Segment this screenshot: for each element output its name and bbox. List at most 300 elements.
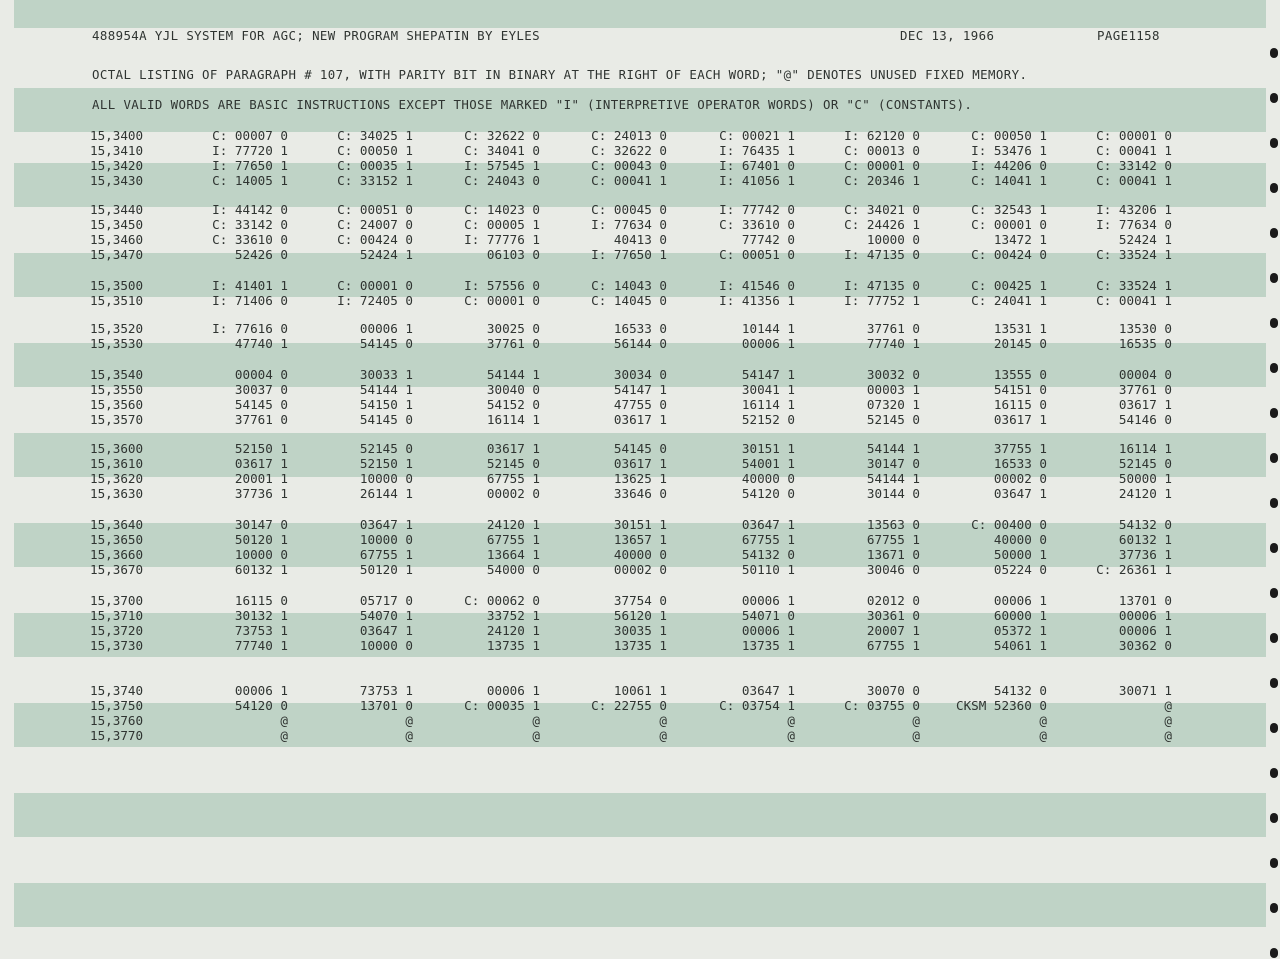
octal-word: 24120 1 — [1118, 486, 1172, 501]
octal-word: I: 72405 0 — [337, 293, 413, 308]
octal-word: 52145 0 — [359, 441, 413, 456]
octal-word: @ — [1039, 728, 1047, 743]
octal-word: C: 00007 0 — [212, 128, 288, 143]
octal-word: 30362 0 — [1118, 638, 1172, 653]
octal-word: I: 41401 1 — [212, 278, 288, 293]
octal-word: 16114 1 — [741, 397, 795, 412]
octal-word: I: 41546 0 — [719, 278, 795, 293]
row-address: 15,3670 — [90, 562, 144, 577]
octal-word: 13625 1 — [613, 471, 667, 486]
row-address: 15,3530 — [90, 336, 144, 351]
row-address: 15,3700 — [90, 593, 144, 608]
row-address: 15,3620 — [90, 471, 144, 486]
octal-word: C: 32622 0 — [464, 128, 540, 143]
octal-word: C: 00001 0 — [844, 158, 920, 173]
octal-word: 30034 0 — [613, 367, 667, 382]
octal-word: 30033 1 — [359, 367, 413, 382]
octal-word: 16114 1 — [1118, 441, 1172, 456]
octal-word: C: 32622 0 — [591, 143, 667, 158]
octal-word: 05224 0 — [993, 562, 1047, 577]
row-address: 15,3610 — [90, 456, 144, 471]
greenbar-band — [14, 793, 1266, 837]
octal-word: C: 00041 1 — [591, 173, 667, 188]
octal-word: @ — [532, 713, 540, 728]
row-address: 15,3600 — [90, 441, 144, 456]
octal-word: @ — [787, 713, 795, 728]
octal-word: @ — [1164, 713, 1172, 728]
row-address: 15,3650 — [90, 532, 144, 547]
octal-word: 13657 1 — [613, 532, 667, 547]
octal-word: 37736 1 — [1118, 547, 1172, 562]
octal-word: 00006 1 — [741, 593, 795, 608]
octal-word: 10061 1 — [613, 683, 667, 698]
octal-word: 77740 1 — [234, 638, 288, 653]
greenbar-band — [14, 883, 1266, 927]
feed-hole — [1270, 678, 1278, 688]
octal-word: 50000 1 — [1118, 471, 1172, 486]
octal-word: 13701 0 — [359, 698, 413, 713]
octal-word: I: 77720 1 — [212, 143, 288, 158]
octal-word: C: 00051 0 — [337, 202, 413, 217]
octal-word: I: 77742 0 — [719, 202, 795, 217]
octal-word: C: 14005 1 — [212, 173, 288, 188]
feed-hole — [1270, 948, 1278, 958]
octal-word: 00002 0 — [613, 562, 667, 577]
note-line-2: ALL VALID WORDS ARE BASIC INSTRUCTIONS EXCEPT THOSE MARKED "I" (INTERPRETIVE OPERATOR WORDS) OR "C" (CONSTANTS). — [92, 97, 973, 112]
octal-word: 00006 1 — [359, 321, 413, 336]
octal-word: 03647 1 — [741, 683, 795, 698]
octal-word: 37761 0 — [866, 321, 920, 336]
octal-word: I: 57545 1 — [464, 158, 540, 173]
octal-word: 13563 0 — [866, 517, 920, 532]
row-address: 15,3550 — [90, 382, 144, 397]
octal-word: C: 00062 0 — [464, 593, 540, 608]
octal-word: C: 00050 1 — [337, 143, 413, 158]
octal-word: C: 00001 0 — [1096, 128, 1172, 143]
octal-word: 03647 1 — [359, 517, 413, 532]
row-address: 15,3760 — [90, 713, 144, 728]
octal-word: 54001 1 — [741, 456, 795, 471]
octal-word: 13735 1 — [486, 638, 540, 653]
octal-word: 13664 1 — [486, 547, 540, 562]
octal-word: 67755 1 — [486, 471, 540, 486]
octal-word: 10000 0 — [359, 638, 413, 653]
octal-word: 03617 1 — [1118, 397, 1172, 412]
octal-word: 54000 0 — [486, 562, 540, 577]
row-address: 15,3450 — [90, 217, 144, 232]
octal-word: C: 00041 1 — [1096, 173, 1172, 188]
octal-word: 54144 1 — [866, 441, 920, 456]
octal-word: I: 41356 1 — [719, 293, 795, 308]
octal-word: 50120 1 — [234, 532, 288, 547]
octal-word: 30025 0 — [486, 321, 540, 336]
octal-word: 13530 0 — [1118, 321, 1172, 336]
feed-hole — [1270, 768, 1278, 778]
octal-word: 07320 1 — [866, 397, 920, 412]
octal-word: @ — [1164, 728, 1172, 743]
octal-word: 05717 0 — [359, 593, 413, 608]
greenbar-band — [14, 0, 1266, 28]
octal-word: 16533 0 — [993, 456, 1047, 471]
octal-word: 05372 1 — [993, 623, 1047, 638]
octal-word: 54120 0 — [234, 698, 288, 713]
octal-word: 54150 1 — [359, 397, 413, 412]
feed-hole — [1270, 228, 1278, 238]
octal-word: 54132 0 — [1118, 517, 1172, 532]
feed-hole — [1270, 498, 1278, 508]
octal-word: 37755 1 — [993, 441, 1047, 456]
octal-word: 54071 0 — [741, 608, 795, 623]
octal-word: @ — [1039, 713, 1047, 728]
octal-word: C: 00050 1 — [971, 128, 1047, 143]
octal-word: C: 00051 0 — [719, 247, 795, 262]
octal-word: I: 67401 0 — [719, 158, 795, 173]
octal-word: 60000 1 — [993, 608, 1047, 623]
octal-word: C: 34021 0 — [844, 202, 920, 217]
octal-word: C: 33152 1 — [337, 173, 413, 188]
job-header: 488954A YJL SYSTEM FOR AGC; NEW PROGRAM SHEPATIN BY EYLES — [92, 28, 541, 43]
octal-word: 52424 1 — [1118, 232, 1172, 247]
octal-word: 16535 0 — [1118, 336, 1172, 351]
octal-word: 13735 1 — [613, 638, 667, 653]
octal-word: 37754 0 — [613, 593, 667, 608]
octal-word: 73753 1 — [234, 623, 288, 638]
row-address: 15,3540 — [90, 367, 144, 382]
octal-word: C: 00424 0 — [971, 247, 1047, 262]
row-address: 15,3420 — [90, 158, 144, 173]
octal-word: 10000 0 — [359, 471, 413, 486]
feed-hole — [1270, 138, 1278, 148]
octal-word: C: 03754 1 — [719, 698, 795, 713]
row-address: 15,3710 — [90, 608, 144, 623]
octal-word: C: 32543 1 — [971, 202, 1047, 217]
feed-hole — [1270, 183, 1278, 193]
feed-hole — [1270, 363, 1278, 373]
row-address: 15,3750 — [90, 698, 144, 713]
octal-word: 13735 1 — [741, 638, 795, 653]
octal-word: C: 00043 0 — [591, 158, 667, 173]
octal-word: 54144 1 — [486, 367, 540, 382]
feed-hole — [1270, 903, 1278, 913]
feed-hole — [1270, 858, 1278, 868]
octal-word: 54146 0 — [1118, 412, 1172, 427]
octal-word: C: 00400 0 — [971, 517, 1047, 532]
octal-word: 52150 1 — [234, 441, 288, 456]
feed-hole — [1270, 453, 1278, 463]
octal-word: 30361 0 — [866, 608, 920, 623]
octal-word: I: 43206 1 — [1096, 202, 1172, 217]
octal-word: 54144 1 — [359, 382, 413, 397]
octal-word: 37761 0 — [486, 336, 540, 351]
octal-word: 00004 0 — [234, 367, 288, 382]
octal-word: C: 00001 0 — [971, 217, 1047, 232]
octal-word: C: 00035 1 — [464, 698, 540, 713]
octal-word: 54145 0 — [234, 397, 288, 412]
octal-word: 20007 1 — [866, 623, 920, 638]
octal-word: 67755 1 — [486, 532, 540, 547]
octal-word: 54070 1 — [359, 608, 413, 623]
feed-hole — [1270, 408, 1278, 418]
octal-word: C: 20346 1 — [844, 173, 920, 188]
feed-hole — [1270, 543, 1278, 553]
octal-word: 10000 0 — [359, 532, 413, 547]
octal-word: C: 33142 0 — [212, 217, 288, 232]
octal-word: C: 22755 0 — [591, 698, 667, 713]
octal-word: C: 24043 0 — [464, 173, 540, 188]
octal-word: 00006 1 — [234, 683, 288, 698]
octal-word: 54132 0 — [993, 683, 1047, 698]
octal-word: C: 24013 0 — [591, 128, 667, 143]
octal-word: 00004 0 — [1118, 367, 1172, 382]
octal-word: 54120 0 — [741, 486, 795, 501]
octal-word: 47755 0 — [613, 397, 667, 412]
octal-word: I: 57556 0 — [464, 278, 540, 293]
octal-word: 13555 0 — [993, 367, 1047, 382]
octal-word: 54145 0 — [359, 412, 413, 427]
octal-word: I: 77634 0 — [1096, 217, 1172, 232]
octal-word: C: 00001 0 — [337, 278, 413, 293]
octal-word: 52150 1 — [359, 456, 413, 471]
octal-word: 03617 1 — [993, 412, 1047, 427]
octal-word: 37761 0 — [234, 412, 288, 427]
octal-word: C: 14023 0 — [464, 202, 540, 217]
row-address: 15,3660 — [90, 547, 144, 562]
octal-word: C: 24426 1 — [844, 217, 920, 232]
row-address: 15,3440 — [90, 202, 144, 217]
octal-word: 56144 0 — [613, 336, 667, 351]
feed-hole — [1270, 318, 1278, 328]
octal-word: 30035 1 — [613, 623, 667, 638]
octal-word: 54147 1 — [741, 367, 795, 382]
octal-word: CKSM 52360 0 — [956, 698, 1047, 713]
octal-word: 30147 0 — [866, 456, 920, 471]
octal-word: 13531 1 — [993, 321, 1047, 336]
octal-word: C: 00021 1 — [719, 128, 795, 143]
listing-date: DEC 13, 1966 — [900, 28, 995, 43]
octal-word: 10144 1 — [741, 321, 795, 336]
octal-word: 03647 1 — [993, 486, 1047, 501]
octal-word: 52152 0 — [741, 412, 795, 427]
feed-hole — [1270, 48, 1278, 58]
octal-word: C: 33524 1 — [1096, 278, 1172, 293]
octal-word: 30151 1 — [613, 517, 667, 532]
octal-word: 60132 1 — [234, 562, 288, 577]
octal-word: I: 71406 0 — [212, 293, 288, 308]
octal-word: 00003 1 — [866, 382, 920, 397]
octal-word: I: 44142 0 — [212, 202, 288, 217]
octal-word: 54147 1 — [613, 382, 667, 397]
row-address: 15,3400 — [90, 128, 144, 143]
octal-word: 60132 1 — [1118, 532, 1172, 547]
octal-word: 77742 0 — [741, 232, 795, 247]
octal-word: I: 77616 0 — [212, 321, 288, 336]
octal-word: 54151 0 — [993, 382, 1047, 397]
octal-word: 24120 1 — [486, 623, 540, 638]
octal-word: I: 77752 1 — [844, 293, 920, 308]
octal-word: C: 00013 0 — [844, 143, 920, 158]
octal-word: 00006 1 — [741, 336, 795, 351]
octal-word: @ — [912, 728, 920, 743]
octal-word: 00002 0 — [993, 471, 1047, 486]
row-address: 15,3470 — [90, 247, 144, 262]
octal-word: 52145 0 — [866, 412, 920, 427]
octal-word: C: 33610 0 — [212, 232, 288, 247]
octal-word: 67755 1 — [866, 532, 920, 547]
octal-word: I: 77776 1 — [464, 232, 540, 247]
octal-word: C: 00005 1 — [464, 217, 540, 232]
row-address: 15,3430 — [90, 173, 144, 188]
row-address: 15,3730 — [90, 638, 144, 653]
octal-word: 00006 1 — [993, 593, 1047, 608]
octal-word: C: 33524 1 — [1096, 247, 1172, 262]
octal-word: 03617 1 — [613, 412, 667, 427]
feed-hole — [1270, 93, 1278, 103]
octal-word: C: 14041 1 — [971, 173, 1047, 188]
row-address: 15,3740 — [90, 683, 144, 698]
octal-word: @ — [280, 713, 288, 728]
octal-word: 00006 1 — [1118, 608, 1172, 623]
octal-word: 06103 0 — [486, 247, 540, 262]
octal-word: 37736 1 — [234, 486, 288, 501]
octal-word: C: 34041 0 — [464, 143, 540, 158]
octal-word: 52426 0 — [234, 247, 288, 262]
octal-word: C: 00001 0 — [464, 293, 540, 308]
octal-word: 26144 1 — [359, 486, 413, 501]
octal-word: 02012 0 — [866, 593, 920, 608]
row-address: 15,3640 — [90, 517, 144, 532]
octal-word: 54132 0 — [741, 547, 795, 562]
octal-word: @ — [659, 728, 667, 743]
octal-word: I: 77650 1 — [212, 158, 288, 173]
row-address: 15,3720 — [90, 623, 144, 638]
octal-word: 47740 1 — [234, 336, 288, 351]
octal-word: 54145 0 — [613, 441, 667, 456]
octal-word: C: 00045 0 — [591, 202, 667, 217]
octal-word: 00006 1 — [486, 683, 540, 698]
octal-word: 54145 0 — [359, 336, 413, 351]
octal-word: I: 77650 1 — [591, 247, 667, 262]
octal-word: C: 14043 0 — [591, 278, 667, 293]
octal-word: 30132 1 — [234, 608, 288, 623]
octal-word: 77740 1 — [866, 336, 920, 351]
octal-word: @ — [532, 728, 540, 743]
row-address: 15,3570 — [90, 412, 144, 427]
octal-word: 40000 0 — [741, 471, 795, 486]
octal-word: 33646 0 — [613, 486, 667, 501]
octal-word: 40413 0 — [613, 232, 667, 247]
octal-word: 73753 1 — [359, 683, 413, 698]
octal-word: 16533 0 — [613, 321, 667, 336]
octal-word: 30041 1 — [741, 382, 795, 397]
row-address: 15,3500 — [90, 278, 144, 293]
octal-word: @ — [912, 713, 920, 728]
octal-word: 54152 0 — [486, 397, 540, 412]
octal-word: 03617 1 — [613, 456, 667, 471]
octal-word: 10000 0 — [866, 232, 920, 247]
row-address: 15,3560 — [90, 397, 144, 412]
octal-word: @ — [1164, 698, 1172, 713]
octal-word: 30070 0 — [866, 683, 920, 698]
octal-word: 30037 0 — [234, 382, 288, 397]
octal-word: 30144 0 — [866, 486, 920, 501]
octal-word: 30046 0 — [866, 562, 920, 577]
octal-word: @ — [659, 713, 667, 728]
octal-word: C: 03755 0 — [844, 698, 920, 713]
octal-word: @ — [405, 713, 413, 728]
octal-word: 00002 0 — [486, 486, 540, 501]
octal-word: I: 76435 1 — [719, 143, 795, 158]
row-address: 15,3510 — [90, 293, 144, 308]
octal-word: 30151 1 — [741, 441, 795, 456]
feed-hole — [1270, 633, 1278, 643]
octal-word: 67755 1 — [866, 638, 920, 653]
row-address: 15,3630 — [90, 486, 144, 501]
octal-word: 30071 1 — [1118, 683, 1172, 698]
octal-word: 20001 1 — [234, 471, 288, 486]
octal-word: 16115 0 — [234, 593, 288, 608]
octal-word: 30032 0 — [866, 367, 920, 382]
octal-word: C: 00041 1 — [1096, 143, 1172, 158]
octal-word: 30147 0 — [234, 517, 288, 532]
octal-word: 50000 1 — [993, 547, 1047, 562]
octal-word: I: 47135 0 — [844, 247, 920, 262]
octal-word: 67755 1 — [741, 532, 795, 547]
row-address: 15,3520 — [90, 321, 144, 336]
octal-word: 33752 1 — [486, 608, 540, 623]
octal-word: 50120 1 — [359, 562, 413, 577]
feed-hole — [1270, 723, 1278, 733]
octal-word: 13701 0 — [1118, 593, 1172, 608]
octal-word: @ — [787, 728, 795, 743]
octal-word: I: 41056 1 — [719, 173, 795, 188]
row-address: 15,3460 — [90, 232, 144, 247]
octal-word: 56120 1 — [613, 608, 667, 623]
feed-hole — [1270, 273, 1278, 283]
feed-hole — [1270, 813, 1278, 823]
octal-word: C: 00035 1 — [337, 158, 413, 173]
octal-word: 03647 1 — [359, 623, 413, 638]
octal-word: C: 00041 1 — [1096, 293, 1172, 308]
octal-word: @ — [280, 728, 288, 743]
octal-word: I: 77634 0 — [591, 217, 667, 232]
octal-word: 37761 0 — [1118, 382, 1172, 397]
octal-word: 03647 1 — [741, 517, 795, 532]
page-number: PAGE1158 — [1097, 28, 1160, 43]
octal-word: C: 00424 0 — [337, 232, 413, 247]
octal-word: C: 33610 0 — [719, 217, 795, 232]
octal-word: 03617 1 — [234, 456, 288, 471]
octal-word: 50110 1 — [741, 562, 795, 577]
octal-word: 13472 1 — [993, 232, 1047, 247]
row-address: 15,3770 — [90, 728, 144, 743]
octal-word: C: 24007 0 — [337, 217, 413, 232]
octal-word: @ — [405, 728, 413, 743]
octal-word: I: 62120 0 — [844, 128, 920, 143]
octal-word: 52424 1 — [359, 247, 413, 262]
octal-word: C: 14045 0 — [591, 293, 667, 308]
octal-word: 40000 0 — [613, 547, 667, 562]
octal-word: 52145 0 — [486, 456, 540, 471]
octal-word: I: 44206 0 — [971, 158, 1047, 173]
octal-word: 30040 0 — [486, 382, 540, 397]
octal-word: 54061 1 — [993, 638, 1047, 653]
octal-word: C: 00425 1 — [971, 278, 1047, 293]
octal-word: C: 24041 1 — [971, 293, 1047, 308]
octal-word: 13671 0 — [866, 547, 920, 562]
octal-word: 67755 1 — [359, 547, 413, 562]
feed-hole — [1270, 588, 1278, 598]
octal-word: 03617 1 — [486, 441, 540, 456]
